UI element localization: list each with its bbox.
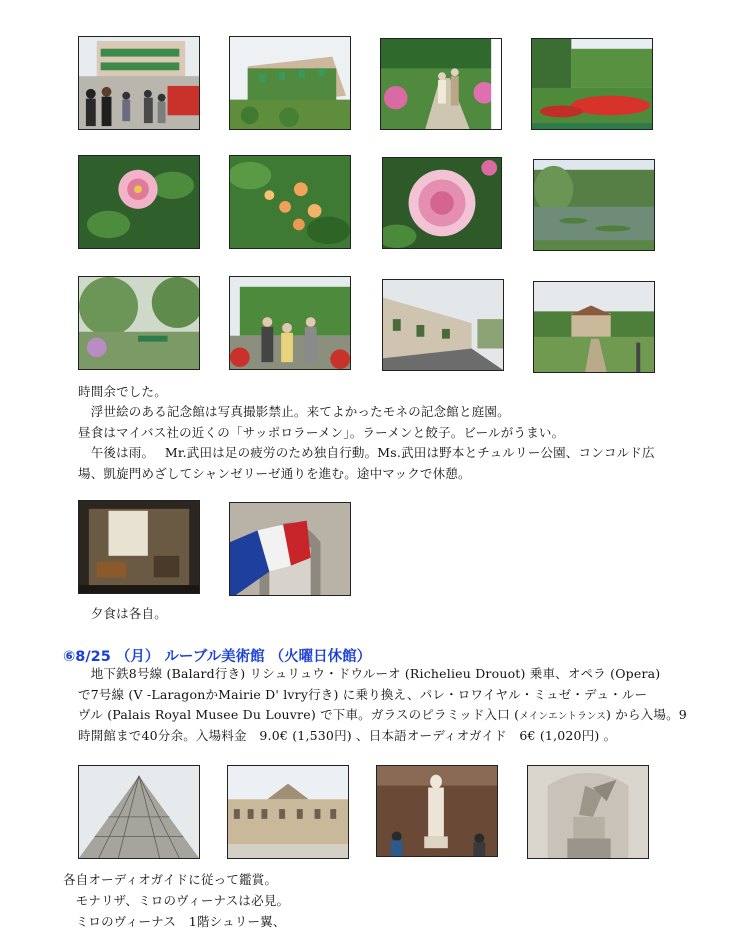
text-segment: ) から入場。9 <box>606 707 687 722</box>
photo-village-street <box>382 279 504 371</box>
photo-monet-house-ivy <box>229 36 351 130</box>
photo-museum-display-case <box>78 500 200 594</box>
text-line: 地下鉄8号線 (Balard行き) リシュリュウ・ドウルーオ (Richelieu Drouot) 乗車、オペラ (Opera) <box>78 666 661 681</box>
photo-couple-garden-path <box>380 38 502 130</box>
text-line: 時開館まで40分余。入場料金 9.0€ (1,530円) 、日本語オーディオガイド 6€ (1,020円) 。 <box>78 728 617 743</box>
text-segment-small: メインエントランス <box>519 711 607 722</box>
photo-winged-victory <box>527 765 649 859</box>
photo-group-at-house <box>229 276 351 370</box>
photo-red-flower-beds <box>531 38 653 130</box>
text-line: ミロのヴィーナス 1階シュリー翼、 <box>63 914 286 929</box>
text-line: 浮世絵のある記念館は写真撮影禁止。来てよかったモネの記念館と庭園。 <box>78 404 510 419</box>
text-line: 時間余でした。 <box>78 384 167 399</box>
text-line: 昼食はマイバス社の近くの「サッポロラーメン」。ラーメンと餃子。ビールがうまい。 <box>78 425 565 440</box>
photo-venus-de-milo <box>376 765 498 857</box>
photo-monet-house-crowd <box>78 36 200 130</box>
photo-arc-de-triomphe-flag <box>229 502 351 596</box>
photo-pink-camellia <box>78 155 200 249</box>
photo-country-house <box>533 281 655 373</box>
photo-pink-dahlia <box>382 157 502 249</box>
text-line: 場、凱旋門めざしてシャンゼリーゼ通りを進む。途中マックで休憩。 <box>78 466 471 481</box>
text-line: モナリザ、ミロのヴィーナスは必見。 <box>63 893 290 908</box>
photo-willow-garden <box>78 276 200 370</box>
dinner-note: 夕食は各自。 <box>78 606 167 621</box>
text-line <box>78 706 687 726</box>
photo-louvre-palace <box>227 765 349 859</box>
photo-orange-dahlias <box>229 155 351 249</box>
section-heading: ⑥8/25 （月） ルーブル美術館 （火曜日休館） <box>63 649 372 665</box>
text-line: で7号線 (V -LaragonかMairie D' lvry行き) に乗り換え、パレ・ロワイヤル・ミュゼ・デュ・ルー <box>78 687 648 702</box>
text-line: 各自オーディオガイドに従って鑑賞。 <box>63 872 278 887</box>
text-line: 午後は雨。 Mr.武田は足の疲労のため独自行動。Ms.武田は野本とチュルリー公園、コンコルド広 <box>78 445 655 460</box>
text-segment: ヴル (Palais Royal Musee Du Louvre) で下車。ガラスのピラミッド入口 ( <box>78 707 520 722</box>
photo-louvre-pyramid <box>78 765 200 859</box>
photo-water-lily-pond <box>533 159 655 251</box>
